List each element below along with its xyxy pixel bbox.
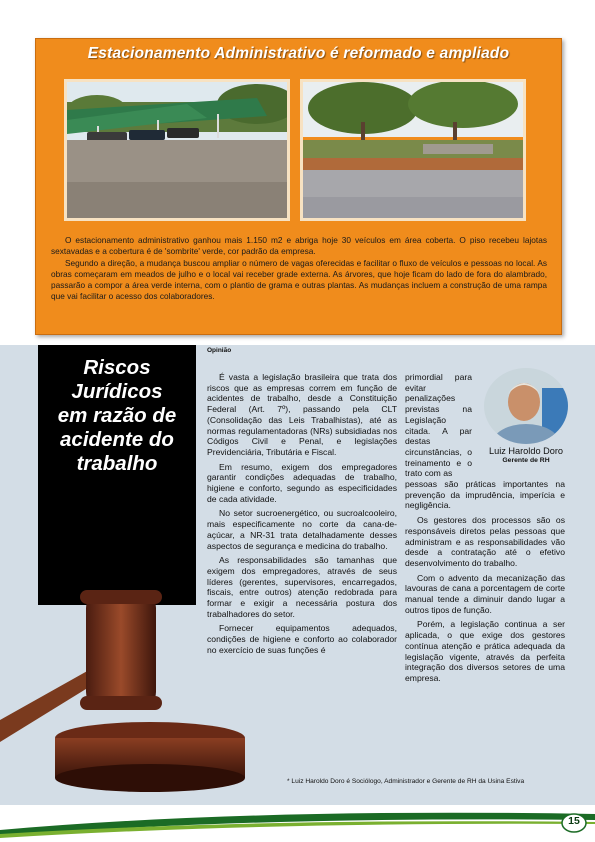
section-label: Opinião <box>207 347 232 354</box>
opinion-title-line: Riscos <box>83 356 151 379</box>
opinion-paragraph: Fornecer equipamentos adequados, condições de higiene e conforto ao colaborador no exercício de suas funções é <box>207 623 397 655</box>
opinion-paragraph: Em resumo, exigem dos empregadores garantir condições adequadas de trabalho, higiene e conforto, segundo as especificidades de cada atividade. <box>207 461 397 504</box>
opinion-title-line: Jurídicos <box>71 380 163 403</box>
parking-lot-photo <box>64 79 290 221</box>
opinion-title-line: em razão de <box>57 404 177 427</box>
opinion-title-line: trabalho <box>76 452 158 475</box>
opinion-paragraph: As responsabilidades são tamanhas que exigem dos empregadores, através de seus líderes (gerentes, supervisores, encarregados, fiscais, entre outros) atenção redobrada para formar e exigir a necessária postura dos trabalhadores do setor. <box>207 555 397 619</box>
opinion-title <box>42 356 192 476</box>
parking-article-box <box>35 38 562 335</box>
author-footnote: * Luiz Haroldo Doro é Sociólogo, Administrador e Gerente de RH da Usina Estiva <box>287 778 525 785</box>
author-role: Gerente de RH <box>502 457 550 464</box>
opinion-paragraph: Porém, a legislação continua a ser aplicada, o que exige dos gestores contínua atenção e prática adequada da legislação vigente, através da perfeita integração dos diversos setores de uma empresa. <box>405 619 565 683</box>
parking-article-body <box>51 235 547 303</box>
opinion-column-1 <box>207 372 397 660</box>
paving-works-photo <box>300 79 526 221</box>
opinion-paragraph: É vasta a legislação brasileira que trata dos riscos que as empresas correm em função de acidentes de trabalho, desde a Constituição Federal (Art. 7º), passando pela CLT (Consolidação das Leis Trabalhistas), até as normas regulamentadoras (NRs) subsidiadas nos Códigos Civil e Penal, e legislações Previdenciária, Tributária e Fiscal. <box>207 372 397 457</box>
page-number: 15 <box>568 815 580 827</box>
footer-swoosh <box>0 800 595 842</box>
parking-paragraph: O estacionamento administrativo ganhou mais 1.150 m2 e abriga hoje 30 veículos em área coberta. O piso recebeu lajotas sextavadas e a cobertura é de 'sombrite' verde, cor padrão da empresa. <box>51 235 547 257</box>
author-name: Luiz Haroldo Doro <box>488 446 564 456</box>
opinion-paragraph: Com o advento da mecanização das lavouras de cana a porcentagem de corte manual tende a diminuir dando lugar a outros tipos de função. <box>405 572 565 615</box>
opinion-paragraph: primordial para evitar penalizações previstas na Legislação citada. A par destas circunstâncias, o treinamento e o trato com as <box>405 372 472 479</box>
author-portrait-icon <box>484 368 568 444</box>
opinion-paragraph: No setor sucroenergético, ou sucroalcooleiro, mais especificamente no corte da cana-de-açúcar, a NR-31 trata detalhadamente desses aspectos de segurança e medicina do trabalho. <box>207 508 397 551</box>
opinion-paragraph: pessoas são práticas importantes na prevenção da imprudência, imperícia e negligência. <box>405 479 565 511</box>
parking-paragraph: Segundo a direção, a mudança buscou ampliar o número de vagas oferecidas e facilitar o fluxo de veículos e pessoas no local. As obras começaram em meados de julho e o local vai receber grade externa. As árvores, que hoje ficam do lado de fora do alambrado, passarão a compor a área verde interna, com o plantio de grama e outras plantas. As mudanças incluem a construção de uma rampa que vai facilitar o acesso dos colaboradores. <box>51 257 547 302</box>
opinion-paragraph: Os gestores dos processos são os responsáveis diretos pelas pessoas que administram e as responsabilidades vão desde a contratação até o efetivo desenvolvimento do trabalho. <box>405 515 565 568</box>
opinion-title-line: acidente do <box>60 428 174 451</box>
parking-article-title: Estacionamento Administrativo é reformado e ampliado <box>87 45 510 62</box>
